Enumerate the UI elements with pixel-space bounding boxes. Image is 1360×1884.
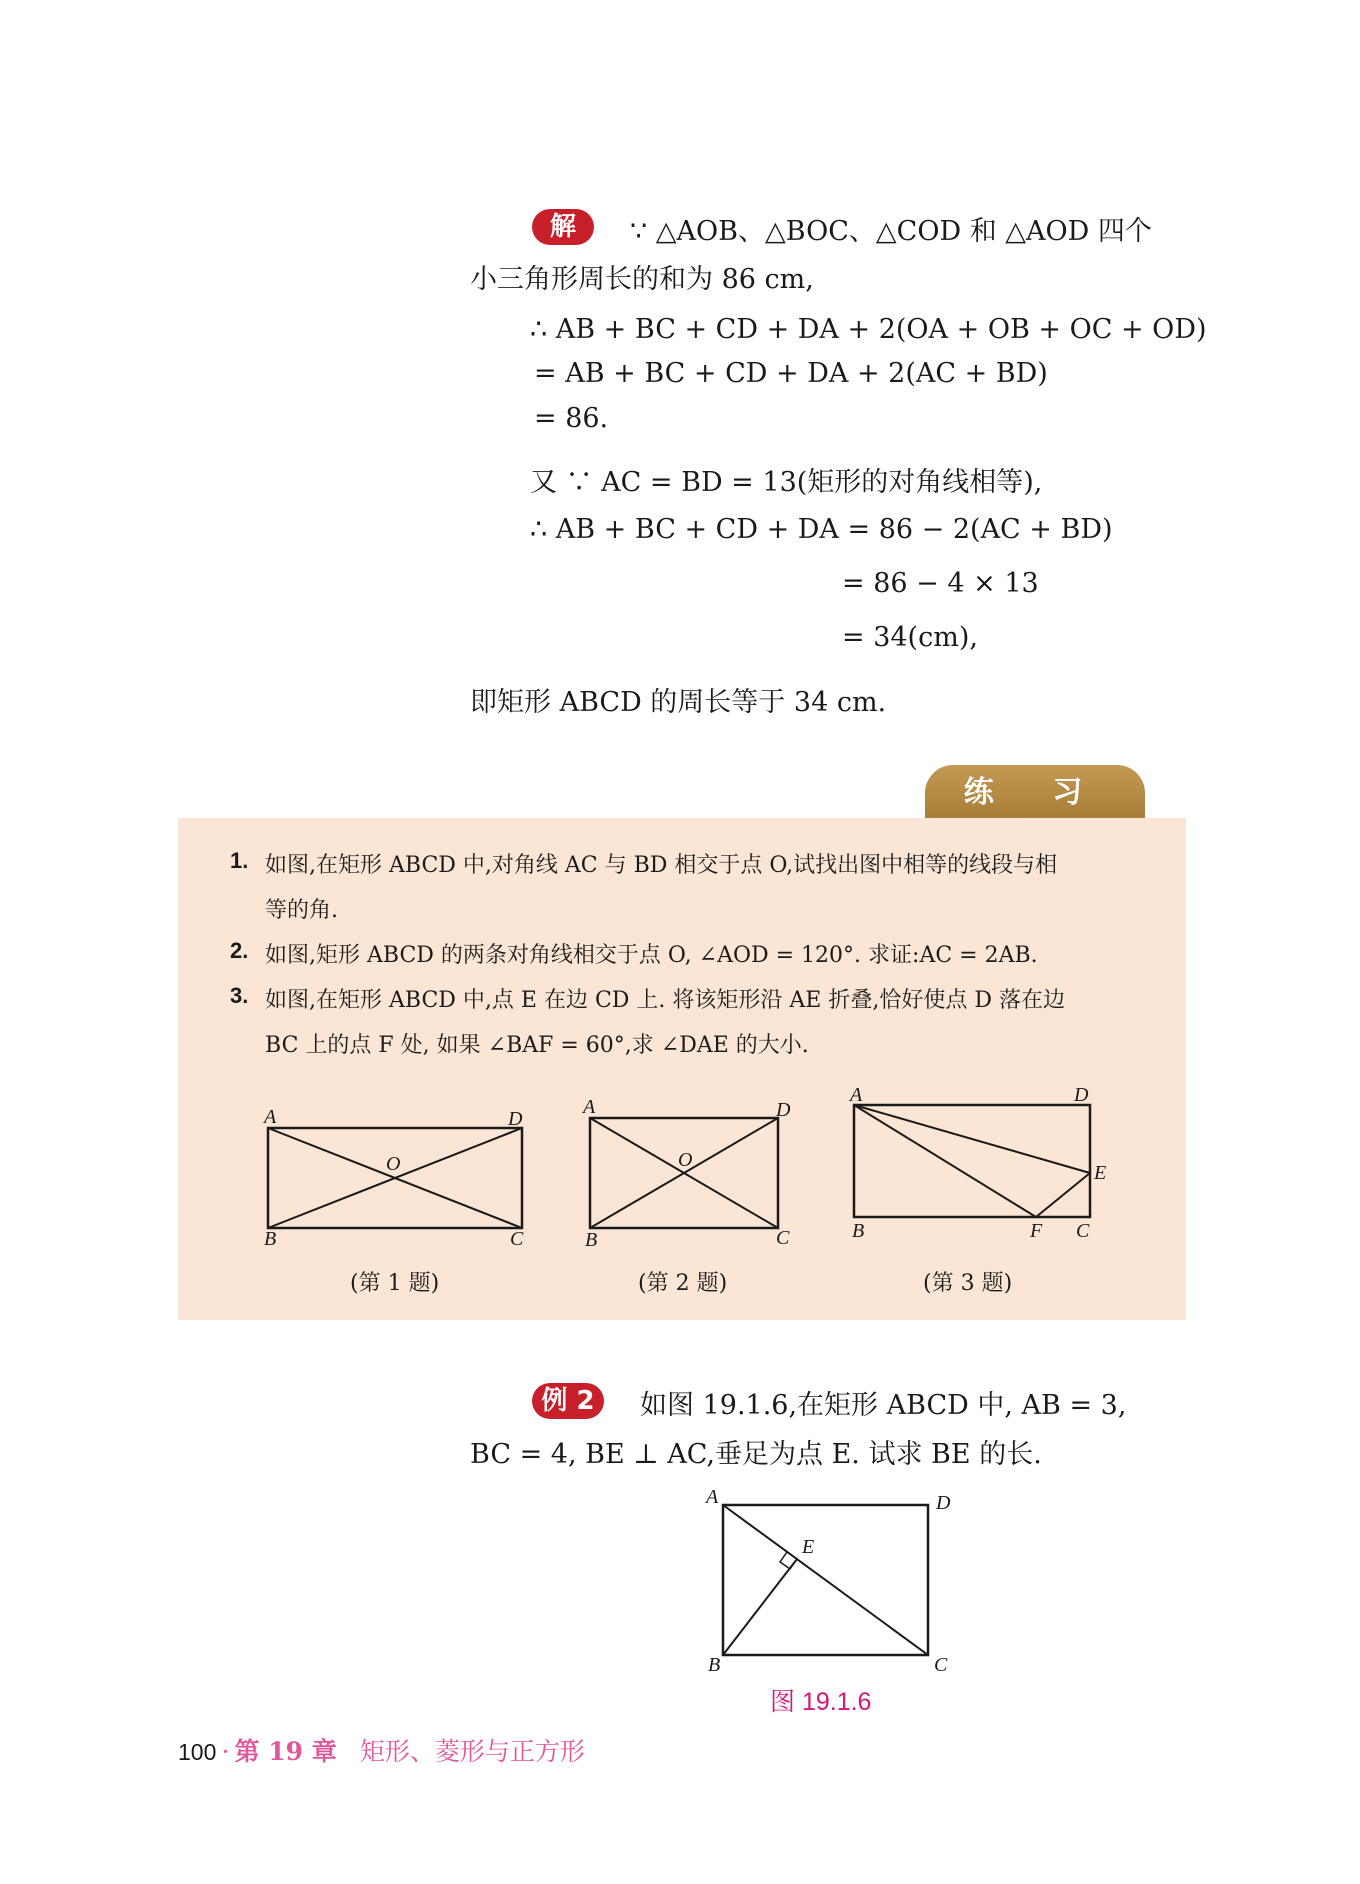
exercise-figure-2 [578, 1091, 798, 1251]
exercise-figure-3 [840, 1083, 1110, 1243]
fig3-label-c: C [1076, 1220, 1090, 1242]
solution-badge: 解 [532, 209, 594, 245]
example-figure [700, 1485, 960, 1675]
footer-dot: · [221, 1737, 230, 1766]
solution-line-4: = AB + BC + CD + DA + 2(AC + BD) [534, 358, 1048, 389]
example-label-e: E [802, 1536, 815, 1558]
example-line-2: BC = 4, BE ⊥ AC,垂足为点 E. 试求 BE 的长. [470, 1439, 1042, 1470]
example-label-d: D [936, 1492, 951, 1514]
example-figure-caption: 图 19.1.6 [770, 1688, 872, 1716]
solution-line-1: ∵ △AOB、△BOC、△COD 和 △AOD 四个 [630, 216, 1152, 247]
fig1-label-a: A [264, 1106, 277, 1128]
exercise-caption-2: (第 2 题) [638, 1271, 728, 1296]
chapter-number: 第 19 章 [234, 1737, 337, 1766]
fig2-label-o: O [678, 1149, 693, 1171]
exercise-1-num: 1. [230, 848, 249, 873]
fig3-label-f: F [1030, 1220, 1043, 1242]
fig3-label-b: B [852, 1220, 865, 1242]
exercise-3-num: 3. [230, 983, 249, 1008]
fig3-rectangle [854, 1105, 1090, 1217]
example-line-1: 如图 19.1.6,在矩形 ABCD 中, AB = 3, [640, 1390, 1127, 1421]
fig3-segment-ae [854, 1105, 1090, 1173]
exercise-header: 练 习 [925, 765, 1145, 821]
fig3-label-e: E [1094, 1162, 1107, 1184]
solution-line-2: 小三角形周长的和为 86 cm, [470, 264, 814, 295]
example-segment-be [723, 1559, 797, 1655]
exercise-1-line-2: 等的角. [265, 898, 338, 923]
solution-line-7: ∴ AB + BC + CD + DA = 86 − 2(AC + BD) [530, 514, 1113, 545]
solution-line-5: = 86. [534, 403, 609, 434]
fig2-label-a: A [583, 1096, 596, 1118]
page-footer [178, 1732, 585, 1768]
fig1-label-d: D [508, 1108, 523, 1130]
fig2-label-d: D [776, 1099, 791, 1121]
fig3-label-d: D [1074, 1084, 1089, 1106]
exercise-3-line-1: 如图,在矩形 ABCD 中,点 E 在边 CD 上. 将该矩形沿 AE 折叠,恰好使点 D 落在边 [265, 988, 1065, 1013]
fig3-segment-af [854, 1105, 1036, 1217]
fig2-label-c: C [776, 1227, 790, 1249]
example-label-c: C [934, 1654, 948, 1676]
fig3-label-a: A [850, 1084, 863, 1106]
exercise-caption-1: (第 1 题) [350, 1271, 440, 1296]
exercise-1-line-1: 如图,在矩形 ABCD 中,对角线 AC 与 BD 相交于点 O,试找出图中相等的线段与相 [265, 853, 1058, 878]
exercise-figure-1 [258, 1103, 524, 1250]
solution-line-10: 即矩形 ABCD 的周长等于 34 cm. [470, 687, 887, 718]
example-label-a: A [706, 1486, 719, 1508]
chapter-title: 矩形、菱形与正方形 [359, 1737, 585, 1766]
exercise-2-line-1: 如图,矩形 ABCD 的两条对角线相交于点 O, ∠AOD = 120°. 求证:AC = 2AB. [265, 943, 1038, 968]
solution-line-8: = 86 − 4 × 13 [842, 568, 1039, 599]
solution-line-6: 又 ∵ AC = BD = 13(矩形的对角线相等), [530, 467, 1043, 498]
example-label-b: B [708, 1654, 721, 1676]
exercise-2-num: 2. [230, 938, 249, 963]
fig3-segment-fe [1036, 1173, 1090, 1217]
right-angle-mark [780, 1552, 797, 1569]
exercise-box [178, 818, 1186, 1320]
exercise-3-line-2: BC 上的点 F 处, 如果 ∠BAF = 60°,求 ∠DAE 的大小. [265, 1033, 809, 1058]
exercise-caption-3: (第 3 题) [923, 1271, 1013, 1296]
fig1-label-b: B [264, 1228, 277, 1250]
fig1-label-o: O [386, 1153, 401, 1175]
fig2-label-b: B [585, 1229, 598, 1251]
solution-line-3: ∴ AB + BC + CD + DA + 2(OA + OB + OC + OD) [530, 314, 1207, 345]
example-diagonal-ac [723, 1505, 928, 1655]
fig1-label-c: C [510, 1228, 524, 1250]
page-number: 100 [178, 1739, 217, 1765]
example-badge: 例 2 [532, 1383, 604, 1419]
solution-line-9: = 34(cm), [842, 622, 978, 653]
